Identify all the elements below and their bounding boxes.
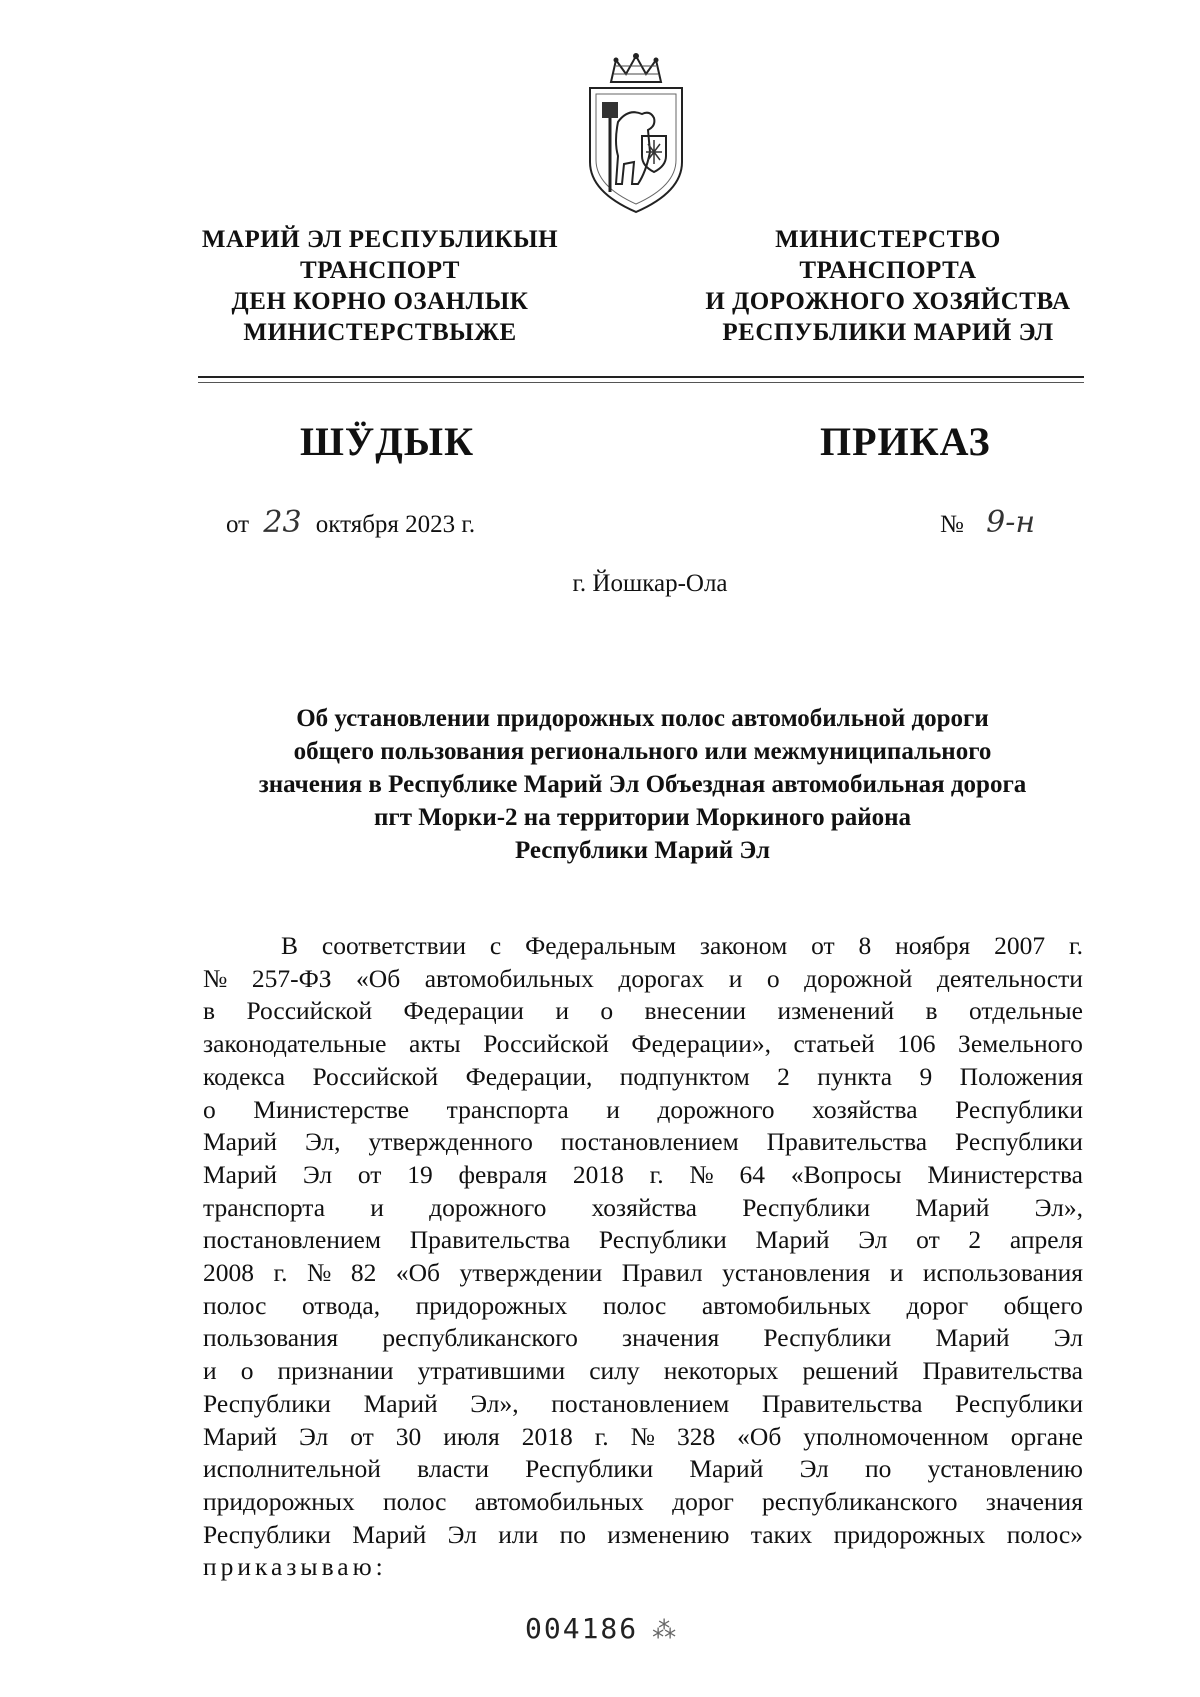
body-word: «Об bbox=[356, 963, 401, 993]
stamp-serial-number bbox=[525, 1612, 678, 1645]
body-word: от bbox=[350, 1421, 374, 1451]
body-word: некоторых bbox=[663, 1356, 779, 1386]
body-word: Российской bbox=[483, 1029, 609, 1059]
body-word: придорожных bbox=[415, 1290, 568, 1320]
date-rest: октября 2023 г. bbox=[315, 511, 476, 538]
body-word: Российской bbox=[246, 996, 373, 1026]
number-prefix: № bbox=[940, 511, 964, 538]
body-word: г. bbox=[1069, 931, 1083, 960]
body-word: Правительства bbox=[409, 1225, 571, 1255]
body-line bbox=[203, 963, 1083, 996]
body-word: в bbox=[203, 996, 216, 1026]
body-word: хозяйства bbox=[591, 1192, 697, 1222]
body-line bbox=[203, 930, 1083, 963]
body-word: транспорта bbox=[446, 1094, 569, 1124]
body-word: дорог bbox=[906, 1290, 969, 1320]
body-word: придорожных bbox=[203, 1486, 355, 1516]
body-word: Федерации», bbox=[631, 1029, 771, 1059]
body-word: 82 bbox=[350, 1258, 377, 1288]
body-word: пункта bbox=[817, 1061, 893, 1091]
body-word: Марий bbox=[203, 1159, 278, 1189]
stamp-mark-icon: ⁂ bbox=[652, 1616, 679, 1644]
body-word: использования bbox=[922, 1258, 1083, 1288]
body-word: постановлением bbox=[203, 1225, 382, 1255]
body-word: значения bbox=[622, 1323, 720, 1353]
body-word: дорожного bbox=[657, 1094, 775, 1124]
body-line bbox=[203, 1551, 1083, 1584]
body-word: 19 bbox=[407, 1159, 433, 1189]
body-line bbox=[203, 1322, 1083, 1355]
header-left-line: ТРАНСПОРТ bbox=[300, 257, 460, 284]
body-word: 9 bbox=[919, 1061, 933, 1091]
body-word: подпунктом bbox=[619, 1061, 750, 1091]
body-line bbox=[203, 1453, 1083, 1486]
body-word: Марий bbox=[363, 1388, 438, 1418]
body-word: по bbox=[865, 1454, 892, 1484]
body-word: изменений bbox=[777, 996, 895, 1026]
body-word: постановлением bbox=[560, 1127, 739, 1157]
header-mari-ministry-name bbox=[180, 224, 580, 348]
body-word: и bbox=[203, 1356, 217, 1386]
body-word: № bbox=[203, 963, 228, 993]
doc-type-mari: ШӰДЫК bbox=[300, 419, 475, 464]
header-right-line: ТРАНСПОРТА bbox=[799, 257, 977, 284]
body-line bbox=[203, 1126, 1083, 1159]
document-date bbox=[226, 505, 475, 540]
body-word: решений bbox=[802, 1356, 899, 1386]
body-word: Республики bbox=[598, 1225, 727, 1255]
header-russian-ministry-name bbox=[688, 224, 1088, 348]
body-word: и bbox=[889, 1258, 904, 1288]
body-word: в bbox=[925, 996, 938, 1026]
header-left-line: МИНИСТЕРСТВЫЖЕ bbox=[243, 319, 517, 346]
body-line bbox=[203, 1421, 1083, 1454]
body-word: Республики bbox=[955, 1127, 1083, 1157]
body-word: Марий bbox=[352, 1519, 427, 1549]
body-word: Земельного bbox=[958, 1029, 1083, 1059]
body-word: по bbox=[559, 1519, 586, 1549]
document-number bbox=[940, 505, 1043, 540]
body-word: и bbox=[728, 963, 743, 993]
document-body bbox=[203, 930, 1083, 1584]
body-word: Правил bbox=[621, 1258, 703, 1288]
body-word: 328 bbox=[676, 1421, 716, 1451]
body-word: постановлением bbox=[551, 1388, 730, 1418]
body-word: Министерства bbox=[927, 1159, 1083, 1189]
body-word: уполномоченном bbox=[803, 1421, 989, 1451]
body-word: 2008 bbox=[203, 1258, 254, 1288]
body-word: Марий bbox=[935, 1323, 1010, 1353]
body-word: Эл, bbox=[304, 1127, 341, 1157]
body-word: акты bbox=[409, 1029, 461, 1059]
body-word: Марий bbox=[203, 1421, 278, 1451]
body-word: Федеральным bbox=[525, 931, 677, 960]
body-word: Положения bbox=[959, 1061, 1083, 1091]
body-word: Эл bbox=[447, 1519, 477, 1549]
body-word: Эл bbox=[799, 1454, 829, 1484]
header-right-line: И ДОРОЖНОГО ХОЗЯЙСТВА bbox=[705, 288, 1071, 315]
body-word: 2018 bbox=[572, 1159, 624, 1189]
body-word: автомобильных bbox=[424, 963, 594, 993]
body-word: Эл», bbox=[1034, 1192, 1083, 1222]
body-word: транспорта bbox=[203, 1192, 326, 1222]
body-word: и bbox=[370, 1192, 384, 1222]
body-word: исполнительной bbox=[203, 1454, 381, 1484]
body-word: Министерстве bbox=[253, 1094, 410, 1124]
body-word: 106 bbox=[897, 1029, 936, 1059]
body-word: 2 bbox=[777, 1061, 790, 1091]
body-word: Эл bbox=[302, 1159, 333, 1189]
body-word: № bbox=[689, 1159, 714, 1189]
body-word: силу bbox=[589, 1356, 640, 1386]
body-word: от bbox=[916, 1225, 940, 1255]
body-word: от bbox=[357, 1159, 382, 1189]
header-divider bbox=[198, 376, 1084, 378]
body-word: полос bbox=[203, 1290, 267, 1320]
body-line bbox=[203, 1290, 1083, 1323]
body-word: Республики bbox=[742, 1192, 871, 1222]
body-word: полос bbox=[383, 1486, 447, 1516]
body-word: Марий bbox=[203, 1127, 278, 1157]
body-word: Правительства bbox=[766, 1127, 928, 1157]
body-word: от bbox=[811, 931, 835, 960]
date-prefix: от bbox=[226, 511, 250, 538]
body-word: Эл bbox=[858, 1225, 888, 1255]
body-word: № bbox=[630, 1421, 655, 1451]
body-word: 2018 bbox=[521, 1421, 573, 1451]
body-line bbox=[203, 1257, 1083, 1290]
body-line bbox=[203, 1061, 1083, 1094]
body-word: установления bbox=[722, 1258, 871, 1288]
body-word: Республики bbox=[955, 1094, 1083, 1124]
document-city: г. Йошкар-Ола bbox=[572, 570, 728, 597]
body-word: хозяйства bbox=[812, 1094, 918, 1124]
header-left-line: ДЕН КОРНО ОЗАНЛЫК bbox=[231, 288, 529, 315]
header-left-line: МАРИЙ ЭЛ РЕСПУБЛИКЫН bbox=[201, 226, 559, 253]
body-word: и bbox=[555, 996, 569, 1026]
body-word: Марий bbox=[755, 1225, 830, 1255]
body-word: о bbox=[240, 1356, 254, 1386]
header-divider-thin bbox=[198, 382, 1084, 383]
body-word: Эл bbox=[299, 1421, 329, 1451]
body-word: деятельности bbox=[936, 963, 1083, 993]
body-word: дорожной bbox=[804, 963, 913, 993]
body-line bbox=[203, 1192, 1083, 1225]
body-word: или bbox=[498, 1519, 539, 1549]
body-word: 2 bbox=[968, 1225, 982, 1255]
body-word: значения bbox=[985, 1486, 1083, 1516]
title-line: Республики Марий Эл bbox=[514, 837, 771, 864]
body-word: 64 bbox=[739, 1159, 766, 1189]
body-word: таких bbox=[750, 1519, 813, 1549]
body-word: республиканского bbox=[382, 1323, 578, 1353]
body-word: утратившими bbox=[417, 1356, 566, 1386]
body-word: Эл bbox=[1053, 1323, 1083, 1353]
body-word: «Вопросы bbox=[790, 1159, 902, 1189]
body-word: законом bbox=[699, 931, 788, 960]
document-title bbox=[200, 702, 1085, 867]
body-line bbox=[203, 995, 1083, 1028]
body-word: внесении bbox=[644, 996, 747, 1026]
body-word: Республики bbox=[203, 1388, 331, 1418]
body-word: Российской bbox=[312, 1061, 439, 1091]
body-line bbox=[203, 1388, 1083, 1421]
body-word: апреля bbox=[1009, 1225, 1083, 1255]
body-word: Эл», bbox=[470, 1388, 519, 1418]
body-word: общего bbox=[1003, 1290, 1083, 1320]
title-line: Об установлении придорожных полос автомобильной дороги bbox=[296, 705, 989, 732]
body-word: законодательные bbox=[203, 1029, 387, 1059]
body-line bbox=[203, 1159, 1083, 1192]
body-word: «Об bbox=[395, 1258, 441, 1288]
body-word: «Об bbox=[737, 1421, 782, 1451]
body-word: дорог bbox=[672, 1486, 734, 1516]
body-word: соответствии bbox=[321, 931, 466, 960]
body-word: Республики bbox=[525, 1454, 654, 1484]
body-word: изменению bbox=[607, 1519, 730, 1549]
body-word: Марий bbox=[689, 1454, 764, 1484]
body-word: отвода, bbox=[301, 1290, 381, 1320]
body-word: Правительства bbox=[761, 1388, 923, 1418]
body-word: утверждении bbox=[459, 1258, 603, 1288]
body-word: г. bbox=[594, 1421, 609, 1451]
body-word: г. bbox=[649, 1159, 664, 1189]
body-word: признании bbox=[277, 1356, 394, 1386]
body-line bbox=[203, 1094, 1083, 1127]
body-word: автомобильных bbox=[701, 1290, 872, 1320]
header-right-line: РЕСПУБЛИКИ МАРИЙ ЭЛ bbox=[722, 319, 1054, 346]
body-word: г. bbox=[273, 1258, 288, 1288]
body-word: № bbox=[307, 1258, 332, 1288]
body-word: полос» bbox=[1006, 1519, 1083, 1549]
body-word: 30 bbox=[395, 1421, 422, 1451]
body-word: власти bbox=[417, 1454, 489, 1484]
body-word: Республики bbox=[955, 1388, 1083, 1418]
doc-type-russian: ПРИКАЗ bbox=[820, 419, 991, 464]
body-word: Республики bbox=[203, 1519, 331, 1549]
body-word: с bbox=[489, 931, 502, 960]
title-line: значения в Республике Марий Эл Объездная автомобильная дорога bbox=[258, 771, 1027, 798]
body-word: февраля bbox=[458, 1159, 548, 1189]
body-word: 257-ФЗ bbox=[251, 963, 332, 993]
body-word: 8 bbox=[858, 931, 872, 960]
body-word: дорогах bbox=[618, 963, 705, 993]
body-word: установлению bbox=[927, 1454, 1083, 1484]
body-word: и bbox=[606, 1094, 620, 1124]
body-word: Федерации, bbox=[465, 1061, 593, 1091]
body-word: Марий bbox=[915, 1192, 990, 1222]
title-line: общего пользования регионального или межмуниципального bbox=[293, 738, 992, 765]
body-word: о bbox=[600, 996, 614, 1026]
body-word: В bbox=[281, 931, 299, 960]
coat-of-arms-icon bbox=[576, 52, 696, 218]
number-value-handwritten: 9-н bbox=[986, 505, 1036, 540]
body-word: 2007 bbox=[994, 931, 1046, 960]
title-line: пгт Морки-2 на территории Моркиного района bbox=[373, 804, 912, 831]
body-word: отдельные bbox=[968, 996, 1083, 1026]
date-day-handwritten: 23 bbox=[263, 505, 302, 540]
body-line bbox=[203, 1224, 1083, 1257]
serial-number: 004186 bbox=[525, 1612, 639, 1645]
body-word: о bbox=[203, 1094, 216, 1124]
body-word: ноября bbox=[895, 931, 971, 960]
body-word: дорожного bbox=[429, 1192, 547, 1222]
body-word: о bbox=[766, 963, 780, 993]
body-word: Республики bbox=[763, 1323, 892, 1353]
body-line bbox=[203, 1355, 1083, 1388]
body-word: республиканского bbox=[762, 1486, 958, 1516]
body-word: придорожных bbox=[833, 1519, 986, 1549]
body-word: июля bbox=[443, 1421, 500, 1451]
body-word: кодекса bbox=[203, 1061, 286, 1091]
body-line bbox=[203, 1028, 1083, 1061]
body-word: полос bbox=[602, 1290, 667, 1320]
body-word: статьей bbox=[793, 1029, 875, 1059]
body-line bbox=[203, 1519, 1083, 1552]
body-word: Федерации bbox=[403, 996, 524, 1026]
body-word: приказываю: bbox=[203, 1552, 387, 1582]
body-word: органе bbox=[1010, 1421, 1083, 1451]
body-word: автомобильных bbox=[474, 1486, 644, 1516]
body-word: утвержденного bbox=[368, 1127, 533, 1157]
header-right-line: МИНИСТЕРСТВО bbox=[775, 226, 1001, 253]
body-word: пользования bbox=[203, 1323, 339, 1353]
body-line bbox=[203, 1486, 1083, 1519]
body-word: Правительства bbox=[922, 1356, 1083, 1386]
